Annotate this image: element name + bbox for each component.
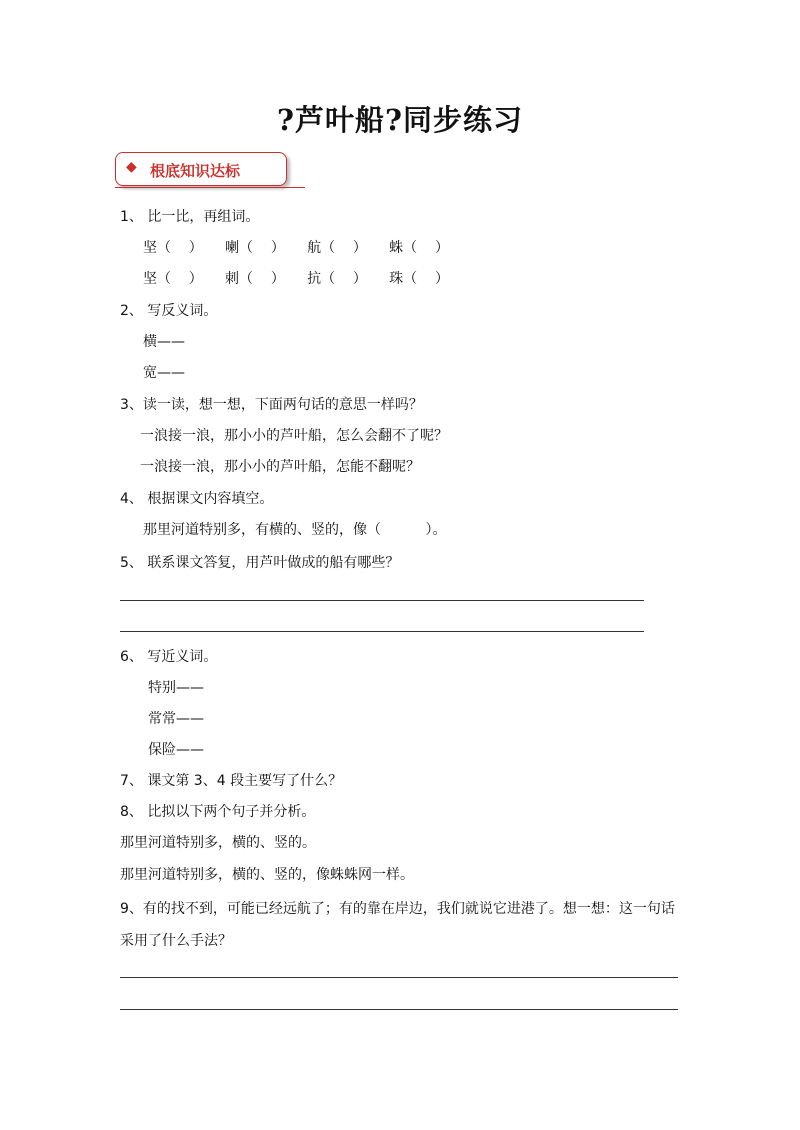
compare-sentence-2: 那里河道特别多，横的、竖的，像蛛蛛网一样。: [120, 867, 414, 883]
answer-line[interactable]: [120, 600, 644, 601]
synonym-item-3: 保险——: [148, 742, 204, 758]
synonym-item-2: 常常——: [148, 711, 204, 727]
answer-line[interactable]: [120, 631, 644, 632]
antonym-item-1: 横——: [143, 334, 185, 350]
question-3: 3、读一读，想一想，下面两句话的意思一样吗？: [120, 397, 423, 413]
question-7: 7、 课文第 3、4 段主要写了什么？: [120, 773, 343, 789]
compare-sentence-1: 那里河道特别多，横的、竖的。: [120, 835, 316, 851]
fill-sentence: 那里河道特别多，有横的、竖的，像（ ）。: [143, 522, 447, 538]
question-2: 2、 写反义词。: [120, 303, 218, 319]
question-6: 6、 写近义词。: [120, 649, 218, 665]
question-9-cont: 采用了什么手法？: [120, 933, 232, 949]
answer-line[interactable]: [120, 1009, 678, 1010]
sentence-a: 一浪接一浪，那小小的芦叶船，怎么会翻不了呢？: [140, 428, 448, 444]
question-1: 1、 比一比，再组词。: [120, 209, 260, 225]
question-8: 8、 比拟以下两个句子并分析。: [120, 804, 316, 820]
question-5: 5、 联系课文答复，用芦叶做成的船有哪些？: [120, 555, 400, 571]
sentence-b: 一浪接一浪，那小小的芦叶船，怎能不翻呢？: [140, 459, 420, 475]
page-title: ?芦叶船?同步练习: [277, 103, 523, 137]
synonym-item-1: 特别——: [148, 680, 204, 696]
question-9: 9、有的找不到，可能已经远航了；有的靠在岸边，我们就说它进港了。想一想：这一句话: [120, 901, 675, 917]
compare-row-2: 坚（ ） 刺（ ） 抗（ ） 珠（ ）: [143, 271, 449, 287]
compare-row-1: 坚（ ） 喇（ ） 航（ ） 蛛（ ）: [143, 240, 449, 256]
section-underline: [115, 187, 305, 188]
section-label: 根底知识达标: [150, 162, 241, 180]
answer-line[interactable]: [120, 977, 678, 978]
antonym-item-2: 宽——: [143, 365, 185, 381]
diamond-icon: ◆: [126, 159, 137, 175]
question-4: 4、 根据课文内容填空。: [120, 491, 274, 507]
